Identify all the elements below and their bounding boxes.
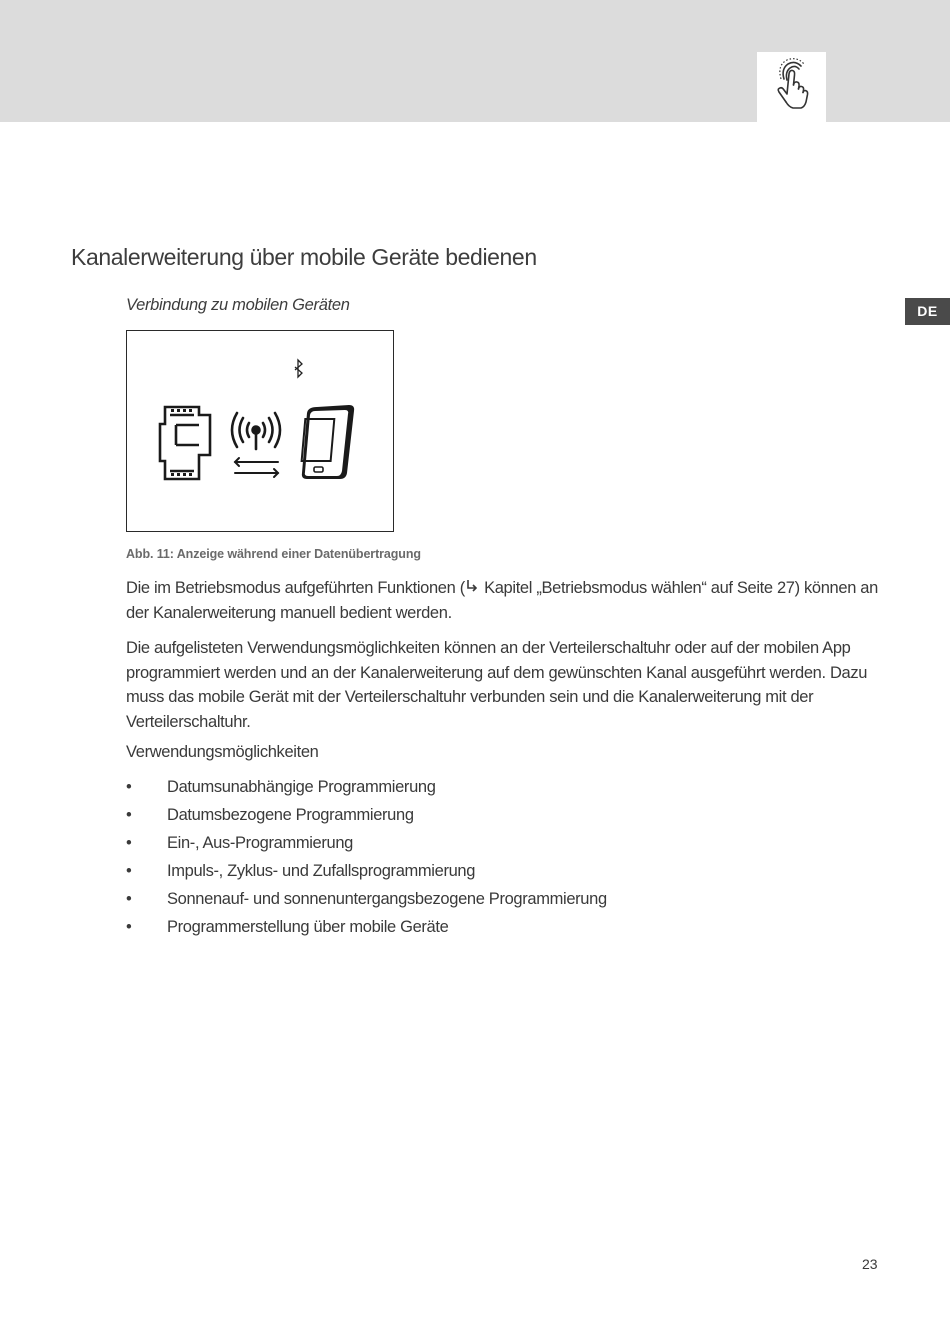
display-figure [126, 330, 394, 532]
paragraph-functions-start: Die im Betriebsmodus aufgeführten Funktionen ( [126, 579, 465, 597]
din-rail-device-icon [160, 407, 210, 479]
reference-arrow-icon [465, 579, 480, 594]
paragraph-functions [126, 576, 886, 625]
uses-heading: Verwendungsmöglichkeiten [126, 743, 319, 761]
page-number: 23 [862, 1256, 878, 1272]
figure-subtitle: Verbindung zu mobilen Geräten [126, 296, 350, 314]
paragraph-usage: Die aufgelisteten Verwendungsmöglichkeiten können an der Verteilerschaltuhr oder auf der mobilen App programmiert werden und an der Kanalerweiterung auf dem gewünschten Kanal ausgeführt werden. Dazu muss das mobile Gerät mit der Verteilerschaltuhr verbunden sein und die Kanalerweiterung mit der Verteilerschaltuhr. [126, 639, 868, 731]
bullet: • [126, 806, 132, 824]
paragraph-functions-end: Kapitel „Betriebsmodus wählen“ auf Seite 27) können an der Kanalerweiterung manuell bedient werden. [126, 579, 878, 622]
bullet: • [126, 778, 132, 796]
bidirectional-arrows-icon [235, 458, 278, 477]
list-item-text: Programmerstellung über mobile Geräte [167, 918, 449, 936]
list-item-text: Datumsunabhängige Programmierung [167, 778, 436, 796]
figure-caption: Abb. 11: Anzeige während einer Datenübertragung [126, 547, 421, 561]
touch-operation-tab [757, 52, 826, 122]
list-item-text: Sonnenauf- und sonnenuntergangsbezogene Programmierung [167, 890, 607, 908]
bullet: • [126, 834, 132, 852]
bluetooth-icon [295, 360, 302, 377]
list-item-text: Ein-, Aus-Programmierung [167, 834, 354, 852]
radio-waves-icon [232, 413, 280, 449]
hand-tap-icon [757, 52, 826, 122]
bullet: • [126, 918, 132, 936]
bullet: • [126, 862, 132, 880]
smartphone-icon [302, 405, 355, 479]
language-tab: DE [905, 298, 950, 325]
list-item-text: Impuls-, Zyklus- und Zufallsprogrammierung [167, 862, 476, 880]
section-title: Kanalerweiterung über mobile Geräte bedienen [71, 244, 537, 270]
bullet: • [126, 890, 132, 908]
list-item-text: Datumsbezogene Programmierung [167, 806, 414, 824]
